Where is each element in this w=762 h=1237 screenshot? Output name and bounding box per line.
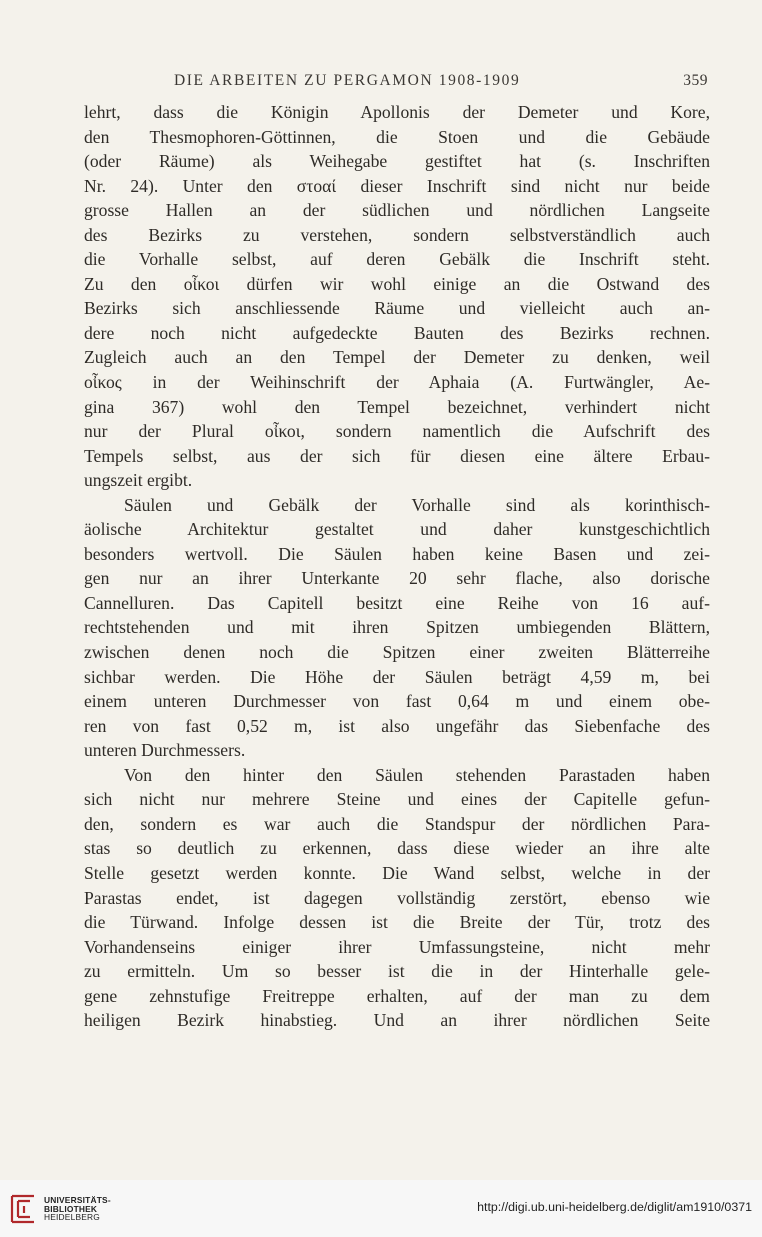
text-line: zu ermitteln. Um so besser ist die in der Hinterhalle gele- bbox=[84, 961, 710, 982]
text-line: Zu den οἶκοι dürfen wir wohl einige an die Ostwand des bbox=[84, 273, 710, 294]
library-name bbox=[44, 1196, 111, 1222]
text-line: zwischen denen noch die Spitzen einer zweiten Blätterreihe bbox=[84, 642, 710, 663]
text-line: des Bezirks zu verstehen, sondern selbstverständlich auch bbox=[84, 224, 710, 245]
library-name-line: BIBLIOTHEK bbox=[44, 1203, 98, 1214]
text-line: grosse Hallen an der südlichen und nördlichen Langseite bbox=[84, 200, 710, 221]
permalink-url[interactable]: http://digi.ub.uni-heidelberg.de/diglit/am1910/0371 bbox=[477, 1200, 752, 1214]
text-line: Säulen und Gebälk der Vorhalle sind als korinthisch- bbox=[124, 494, 710, 515]
text-line: rechtstehenden und mit ihren Spitzen umbiegenden Blättern, bbox=[84, 617, 710, 638]
text-line: (oder Räume) als Weihegabe gestiftet hat (s. Inschriften bbox=[84, 151, 710, 172]
body-text bbox=[84, 100, 710, 1033]
text-line: einem unteren Durchmesser von fast 0,64 m und einem obe- bbox=[84, 691, 710, 712]
text-line: οἶκος in der Weihinschrift der Aphaia (A. Furtwängler, Ae- bbox=[84, 372, 710, 393]
text-line: besonders wertvoll. Die Säulen haben keine Basen und zei- bbox=[84, 543, 710, 564]
text-line: Nr. 24). Unter den στοαί dieser Inschrift sind nicht nur beide bbox=[84, 175, 710, 196]
library-name-line: UNIVERSITÄTS- bbox=[44, 1195, 111, 1205]
text-line: gen nur an ihrer Unterkante 20 sehr flache, also dorische bbox=[84, 568, 710, 589]
running-title: DIE ARBEITEN ZU PERGAMON 1908-1909 bbox=[174, 72, 521, 89]
running-header bbox=[86, 72, 708, 92]
text-line: nur der Plural οἶκοι, sondern namentlich die Aufschrift des bbox=[84, 421, 710, 442]
library-logo-icon bbox=[8, 1190, 38, 1228]
page-number: 359 bbox=[683, 72, 708, 89]
text-line: die Vorhalle selbst, auf deren Gebälk die Inschrift steht. bbox=[84, 249, 710, 270]
text-line: sichbar werden. Die Höhe der Säulen beträgt 4,59 m, bei bbox=[84, 666, 710, 687]
text-line: Von den hinter den Säulen stehenden Parastaden haben bbox=[124, 764, 710, 785]
text-line: ren von fast 0,52 m, ist also ungefähr das Siebenfache des bbox=[84, 715, 710, 736]
text-line: Tempels selbst, aus der sich für diesen eine ältere Erbau- bbox=[84, 445, 710, 466]
text-line: stas so deutlich zu erkennen, dass diese wieder an ihre alte bbox=[84, 838, 710, 859]
text-line: sich nicht nur mehrere Steine und eines der Capitelle gefun- bbox=[84, 789, 710, 810]
library-name-line: HEIDELBERG bbox=[44, 1212, 100, 1223]
text-line: gene zehnstufige Freitreppe erhalten, auf der man zu dem bbox=[84, 985, 710, 1006]
text-line: Bezirks sich anschliessende Räume und vielleicht auch an- bbox=[84, 298, 710, 319]
text-line: Cannelluren. Das Capitell besitzt eine Reihe von 16 auf- bbox=[84, 592, 710, 613]
text-line: Vorhandenseins einiger ihrer Umfassungsteine, nicht mehr bbox=[84, 936, 710, 957]
text-line: äolische Architektur gestaltet und daher kunstgeschichtlich bbox=[84, 519, 710, 540]
text-line: Zugleich auch an den Tempel der Demeter zu denken, weil bbox=[84, 347, 710, 368]
text-line: Parastas endet, ist dagegen vollständig zerstört, ebenso wie bbox=[84, 887, 710, 908]
text-line: Stelle gesetzt werden konnte. Die Wand selbst, welche in der bbox=[84, 862, 710, 883]
text-line: dere noch nicht aufgedeckte Bauten des Bezirks rechnen. bbox=[84, 322, 710, 343]
text-line: gina 367) wohl den Tempel bezeichnet, verhindert nicht bbox=[84, 396, 710, 417]
text-line: den Thesmophoren-Göttinnen, die Stoen und die Gebäude bbox=[84, 126, 710, 147]
text-line: lehrt, dass die Königin Apollonis der Demeter und Kore, bbox=[84, 102, 710, 122]
text-line: die Türwand. Infolge dessen ist die Breite der Tür, trotz des bbox=[84, 912, 710, 933]
text-line: ungszeit ergibt. bbox=[84, 470, 193, 491]
text-line: den, sondern es war auch die Standspur der nördlichen Para- bbox=[84, 813, 710, 834]
viewer-footer bbox=[0, 1180, 762, 1237]
text-line: unteren Durchmessers. bbox=[84, 740, 246, 761]
text-line: heiligen Bezirk hinabstieg. Und an ihrer nördlichen Seite bbox=[84, 1010, 710, 1031]
